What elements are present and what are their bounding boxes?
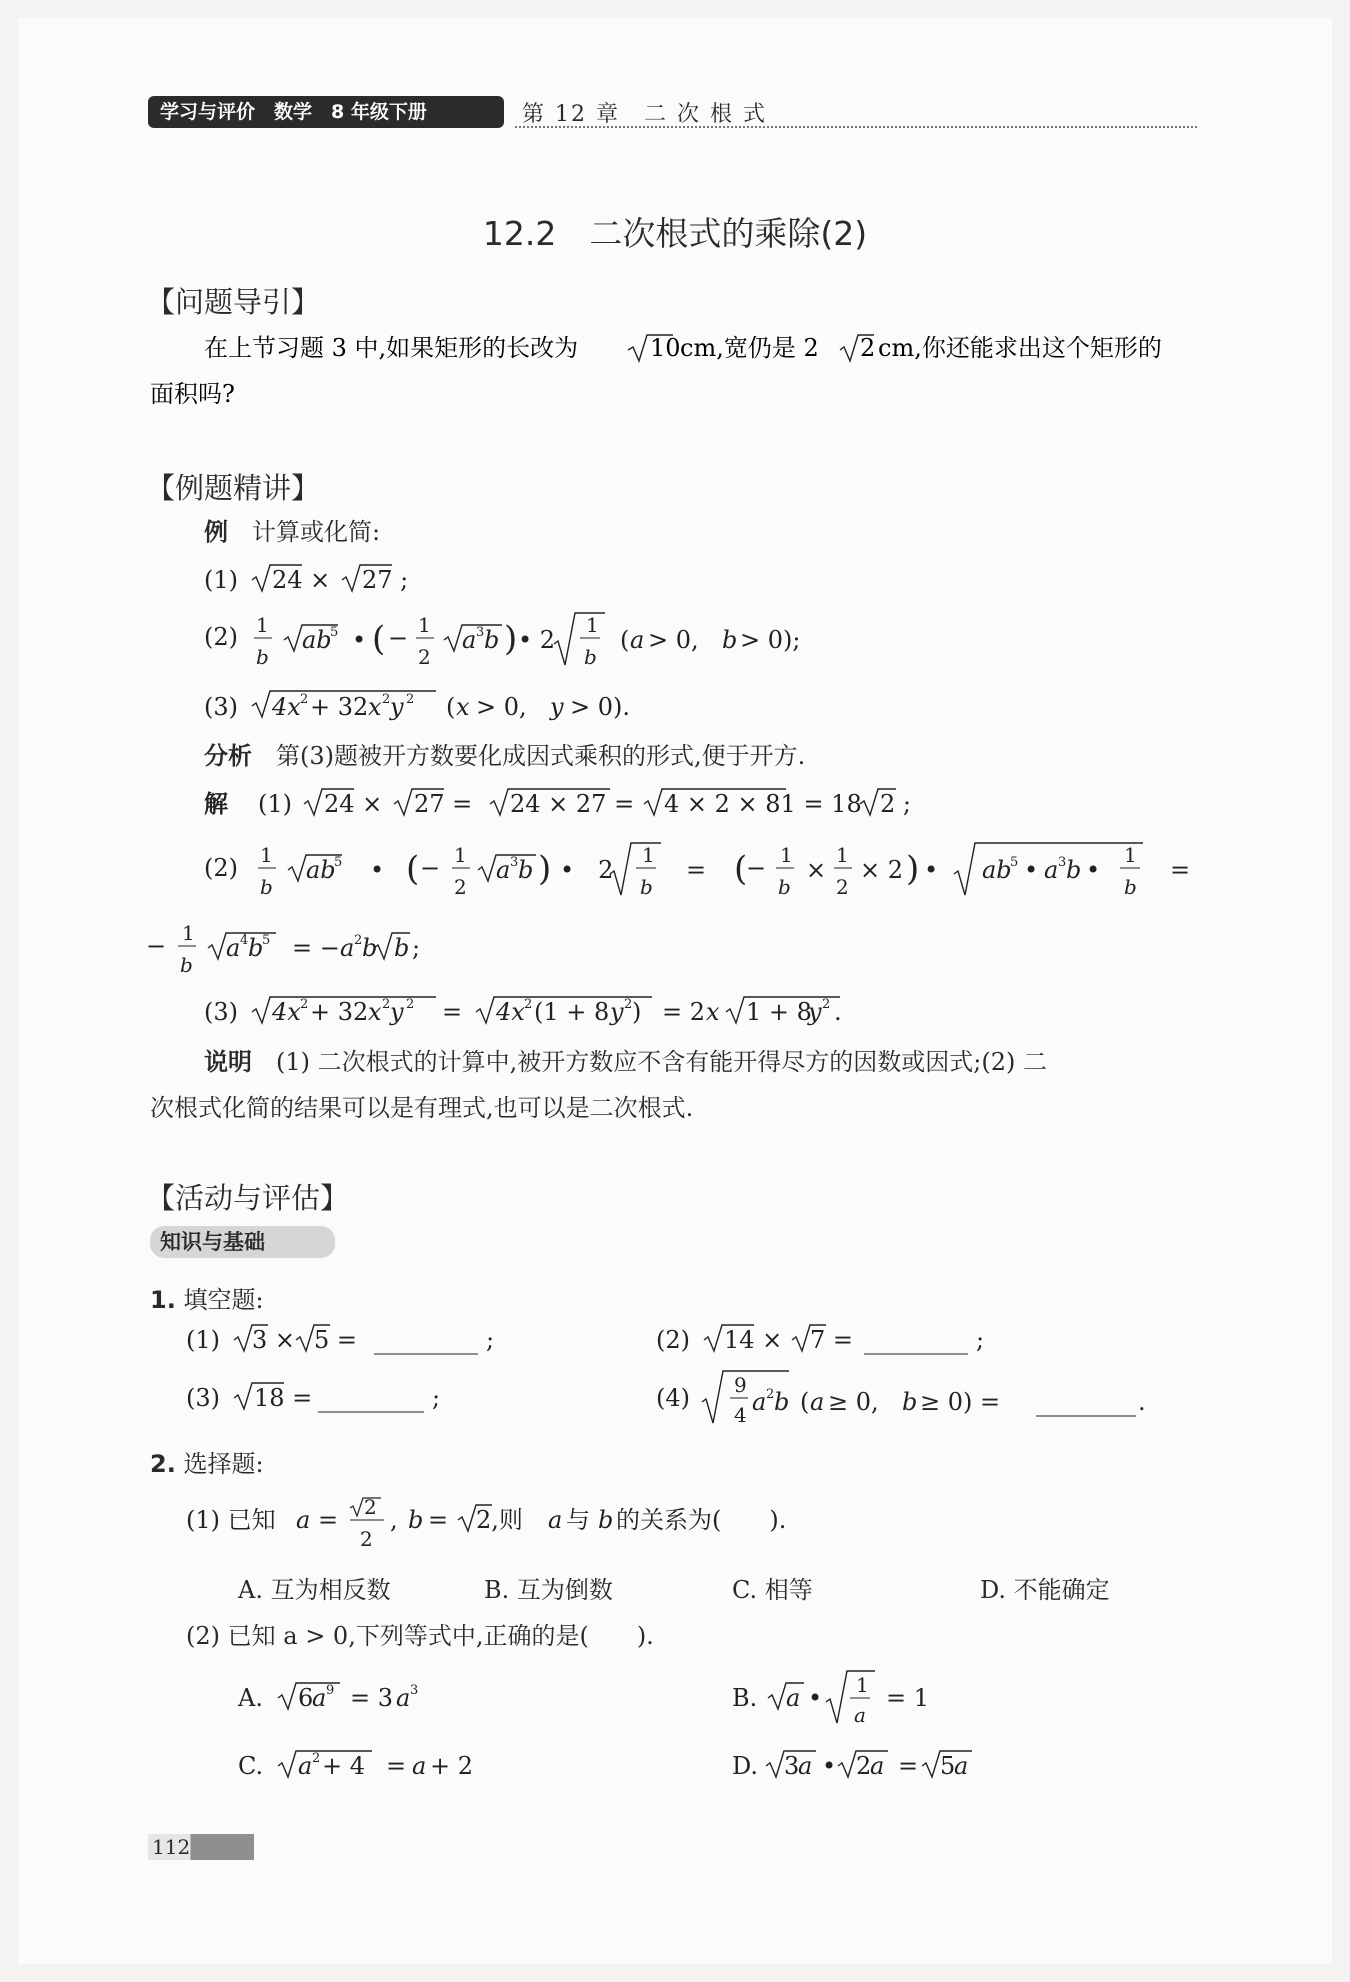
svg-text:b: b <box>248 934 264 962</box>
svg-text:> 0,: > 0, <box>648 626 699 654</box>
svg-text:=: = <box>386 1752 407 1780</box>
svg-text:1 + 8: 1 + 8 <box>746 998 812 1026</box>
svg-text:3: 3 <box>510 855 519 870</box>
svg-text:= −: = − <box>292 934 340 962</box>
svg-text:与: 与 <box>566 1506 590 1534</box>
svg-text:2: 2 <box>454 875 467 899</box>
svg-text:a: a <box>752 1388 767 1416</box>
svg-text:=: = <box>686 856 707 884</box>
svg-text:(2): (2) <box>204 854 238 882</box>
svg-text:≥ 0) =: ≥ 0) = <box>920 1388 1001 1416</box>
svg-text:b: b <box>408 1506 424 1534</box>
note-line1: (1) 二次根式的计算中,被开方数应不含有能开得尽方的因数或因式;(2) 二 <box>276 1048 1047 1076</box>
svg-text:a: a <box>954 1752 969 1780</box>
svg-text:ab: ab <box>302 626 332 654</box>
example-heading: 【例题精讲】 <box>146 471 321 505</box>
svg-text:×: × <box>806 856 827 884</box>
svg-text:): ) <box>504 619 518 659</box>
svg-text:= 1: = 1 <box>886 1684 930 1712</box>
svg-text:a: a <box>870 1752 885 1780</box>
svg-text:(2): (2) <box>656 1326 690 1354</box>
svg-text:2: 2 <box>766 1387 775 1402</box>
svg-text:b: b <box>362 934 378 962</box>
svg-text:• 2: • 2 <box>518 626 556 654</box>
svg-text:6: 6 <box>298 1684 314 1712</box>
svg-text:b: b <box>260 875 273 899</box>
svg-text:.: . <box>1138 1388 1146 1416</box>
svg-text:3: 3 <box>1058 855 1067 870</box>
svg-text:2 ;: 2 ; <box>880 790 911 818</box>
svg-text:7 =: 7 = <box>810 1326 854 1354</box>
svg-text:+ 32: + 32 <box>310 998 369 1026</box>
svg-text:2: 2 <box>836 875 849 899</box>
svg-text:1: 1 <box>260 843 273 867</box>
svg-text:5: 5 <box>330 625 339 640</box>
q2-1-option-b: B. 互为倒数 <box>484 1576 613 1604</box>
svg-text:(: ( <box>372 619 386 659</box>
svg-text:18 =: 18 = <box>254 1384 313 1412</box>
svg-text:a: a <box>340 934 355 962</box>
q2-2-text: (2) 已知 a > 0,下列等式中,正确的是( ). <box>186 1622 654 1650</box>
svg-text:a: a <box>298 1752 313 1780</box>
guide-radicand-2: 2 <box>860 334 876 362</box>
svg-text:a: a <box>1044 856 1059 884</box>
page-number-bar <box>148 1834 254 1860</box>
activity-heading: 【活动与评估】 <box>146 1181 350 1215</box>
svg-text:;: ; <box>432 1384 441 1412</box>
svg-text:(: ( <box>406 849 420 889</box>
svg-text:2: 2 <box>312 1751 321 1766</box>
svg-text:−: − <box>146 932 167 960</box>
svg-text:a: a <box>548 1506 563 1534</box>
svg-text:b: b <box>640 875 653 899</box>
svg-text:(1): (1) <box>258 790 292 818</box>
svg-text:x: x <box>368 998 382 1026</box>
svg-text:1: 1 <box>1124 843 1137 867</box>
svg-text:> 0);: > 0); <box>740 626 801 654</box>
svg-text:3: 3 <box>784 1752 800 1780</box>
svg-text:4 × 2 × 81 = 18: 4 × 2 × 81 = 18 <box>664 790 862 818</box>
svg-text:a: a <box>226 934 241 962</box>
svg-text:+ 4: + 4 <box>322 1752 366 1780</box>
svg-text:2: 2 <box>406 997 415 1012</box>
svg-text:1: 1 <box>642 843 655 867</box>
svg-text:;: ; <box>976 1326 985 1354</box>
svg-text:;: ; <box>486 1326 495 1354</box>
svg-text:b: b <box>722 626 738 654</box>
q2-1-option-d: D. 不能确定 <box>980 1576 1110 1604</box>
svg-text:(1): (1) <box>186 1326 220 1354</box>
svg-text:−: − <box>388 624 409 652</box>
svg-text:a: a <box>412 1752 427 1780</box>
svg-text:a: a <box>798 1752 813 1780</box>
svg-text:+ 32: + 32 <box>310 693 369 721</box>
svg-text:=: = <box>318 1506 339 1534</box>
svg-text:•: • <box>1086 856 1101 884</box>
svg-text:x: x <box>456 693 470 721</box>
svg-text:2: 2 <box>406 692 415 707</box>
svg-text:−: − <box>746 854 767 882</box>
svg-text:1: 1 <box>586 613 599 637</box>
svg-text:5 =: 5 = <box>314 1326 358 1354</box>
svg-text:b: b <box>1066 856 1082 884</box>
svg-text:a: a <box>810 1388 825 1416</box>
guide-line2: 面积吗? <box>150 380 235 408</box>
svg-text:y: y <box>808 998 822 1026</box>
svg-text:2: 2 <box>418 645 431 669</box>
svg-text:2: 2 <box>354 933 363 948</box>
svg-text:1: 1 <box>836 843 849 867</box>
svg-text:•: • <box>924 856 939 884</box>
svg-text:B.: B. <box>732 1684 758 1712</box>
svg-text:b: b <box>902 1388 918 1416</box>
svg-text:.: . <box>834 998 842 1026</box>
svg-text:9: 9 <box>734 1373 747 1397</box>
svg-text:a: a <box>462 626 477 654</box>
svg-text:2: 2 <box>300 692 309 707</box>
svg-text:• 2: • 2 <box>560 856 614 884</box>
svg-text:b: b <box>518 856 534 884</box>
svg-text:2: 2 <box>300 997 309 1012</box>
guide-line1-b: cm,宽仍是 2 <box>680 334 819 362</box>
svg-text:(: ( <box>620 626 630 654</box>
svg-text:4x: 4x <box>496 998 525 1026</box>
guide-line1-a: 在上节习题 3 中,如果矩形的长改为 <box>204 334 579 362</box>
q1-number: 1. <box>150 1286 176 1314</box>
q2-1-option-a: A. 互为相反数 <box>238 1576 391 1604</box>
svg-text:•: • <box>352 626 367 654</box>
section-title: 12.2 二次根式的乘除(2) <box>482 214 868 253</box>
analysis-label: 分析 <box>204 742 252 770</box>
svg-text:(3): (3) <box>204 998 238 1026</box>
svg-text:b: b <box>1124 875 1137 899</box>
svg-text:的关系为( ).: 的关系为( ). <box>616 1506 787 1534</box>
example-prompt: 计算或化简: <box>252 518 381 546</box>
q2-number: 2. <box>150 1450 176 1478</box>
svg-text:2: 2 <box>382 692 391 707</box>
svg-text:14 ×: 14 × <box>724 1326 783 1354</box>
svg-text:;: ; <box>412 934 421 962</box>
svg-text:b: b <box>484 626 500 654</box>
guide-line1-c: cm,你还能求出这个矩形的 <box>878 334 1162 362</box>
svg-text:y: y <box>390 693 404 721</box>
svg-text:a: a <box>496 856 511 884</box>
svg-text:b: b <box>778 875 791 899</box>
svg-text:•: • <box>370 856 385 884</box>
svg-text:3: 3 <box>410 1683 419 1698</box>
svg-text:=: = <box>1170 856 1191 884</box>
svg-text:1: 1 <box>454 843 467 867</box>
q2-1-option-c: C. 相等 <box>732 1576 813 1604</box>
svg-text:2: 2 <box>364 1495 377 1519</box>
q1-text: 填空题: <box>183 1286 264 1314</box>
svg-text:5: 5 <box>262 933 271 948</box>
svg-text:a: a <box>296 1506 311 1534</box>
svg-text:× 2: × 2 <box>860 856 904 884</box>
svg-text:(1): (1) <box>204 566 238 594</box>
svg-text:ab: ab <box>982 856 1012 884</box>
svg-text:(3): (3) <box>186 1384 220 1412</box>
svg-text:b: b <box>598 1506 614 1534</box>
svg-text:2: 2 <box>856 1752 872 1780</box>
svg-text:b: b <box>180 953 193 977</box>
guide-heading: 【问题导引】 <box>146 285 321 319</box>
svg-text:C.: C. <box>238 1752 264 1780</box>
svg-text:5: 5 <box>940 1752 956 1780</box>
svg-text:1: 1 <box>856 1673 869 1697</box>
svg-text:•: • <box>822 1752 837 1780</box>
solution-label: 解 <box>204 790 228 818</box>
svg-text:ab: ab <box>306 856 336 884</box>
svg-text:=: = <box>428 1506 449 1534</box>
note-label: 说明 <box>204 1048 252 1076</box>
svg-text:y: y <box>610 998 624 1026</box>
svg-text:b: b <box>774 1388 790 1416</box>
book-tag: 学习与评价 数学 8 年级下册 <box>148 96 504 128</box>
svg-text:=: = <box>442 998 463 1026</box>
svg-text:2,则: 2,则 <box>476 1506 523 1534</box>
svg-text:9: 9 <box>326 1683 335 1698</box>
svg-text:4: 4 <box>734 1403 747 1427</box>
svg-text:1: 1 <box>256 613 269 637</box>
svg-text:5: 5 <box>1010 855 1019 870</box>
svg-text:2: 2 <box>382 997 391 1012</box>
guide-radicand-1: 10 <box>650 334 681 362</box>
solution-formulas <box>0 770 1350 1070</box>
svg-text:3: 3 <box>476 625 485 640</box>
svg-text:24 ×: 24 × <box>272 566 331 594</box>
svg-text:a: a <box>786 1684 801 1712</box>
svg-text:24 × 27 =: 24 × 27 = <box>510 790 635 818</box>
q2-text: 选择题: <box>183 1450 264 1478</box>
svg-text:A.: A. <box>238 1684 263 1712</box>
svg-text:5: 5 <box>334 855 343 870</box>
svg-text:b: b <box>584 645 597 669</box>
svg-text:> 0).: > 0). <box>570 693 630 721</box>
svg-text:27 =: 27 = <box>414 790 473 818</box>
svg-text:,: , <box>390 1506 398 1534</box>
svg-text:2: 2 <box>624 997 633 1012</box>
svg-text:2: 2 <box>360 1527 373 1551</box>
svg-text:2: 2 <box>524 997 533 1012</box>
svg-text:(2): (2) <box>204 623 238 651</box>
svg-text:3 ×: 3 × <box>252 1326 296 1354</box>
svg-text:a: a <box>630 626 645 654</box>
svg-text:(: ( <box>446 693 456 721</box>
svg-text:1: 1 <box>182 921 195 945</box>
svg-text:= 3: = 3 <box>350 1684 394 1712</box>
svg-text:(1 + 8: (1 + 8 <box>534 998 610 1026</box>
svg-text:•: • <box>1024 856 1039 884</box>
svg-text:> 0,: > 0, <box>476 693 527 721</box>
svg-text:x: x <box>368 693 382 721</box>
svg-text:(4): (4) <box>656 1384 690 1412</box>
svg-text:): ) <box>538 849 552 889</box>
analysis-text: 第(3)题被开方数要化成因式乘积的形式,便于开方. <box>276 742 806 770</box>
knowledge-badge: 知识与基础 <box>150 1226 335 1258</box>
svg-text:≥ 0,: ≥ 0, <box>828 1388 879 1416</box>
svg-text:4x: 4x <box>272 693 301 721</box>
svg-text:= 2: = 2 <box>662 998 706 1026</box>
svg-text:(: ( <box>800 1388 810 1416</box>
svg-text:): ) <box>632 998 642 1026</box>
q1-formulas <box>0 1310 1350 1450</box>
svg-text:x: x <box>706 998 720 1026</box>
svg-text:1: 1 <box>418 613 431 637</box>
q2-1-formula <box>0 1486 1350 1576</box>
svg-text:=: = <box>898 1752 919 1780</box>
svg-text:1: 1 <box>780 843 793 867</box>
svg-text:D.: D. <box>732 1752 759 1780</box>
svg-text:2: 2 <box>822 997 831 1012</box>
svg-text:y: y <box>390 998 404 1026</box>
svg-text:24 ×: 24 × <box>324 790 383 818</box>
svg-text:(: ( <box>734 849 748 889</box>
svg-text:•: • <box>808 1684 823 1712</box>
q2-2-options <box>0 1656 1350 1806</box>
note-line2: 次根式化简的结果可以是有理式,也可以是二次根式. <box>150 1094 694 1122</box>
page-number: 112 <box>152 1835 191 1859</box>
svg-text:(1) 已知: (1) 已知 <box>186 1506 276 1534</box>
svg-text:b: b <box>394 934 410 962</box>
svg-text:(3): (3) <box>204 693 238 721</box>
svg-text:y: y <box>550 693 564 721</box>
chapter-title: 第 12 章 二 次 根 式 <box>522 102 767 127</box>
svg-text:27 ;: 27 ; <box>362 566 409 594</box>
svg-text:+ 2: + 2 <box>430 1752 474 1780</box>
svg-text:4: 4 <box>240 933 249 948</box>
example-label: 例 <box>204 518 228 546</box>
svg-text:a: a <box>396 1684 411 1712</box>
svg-text:): ) <box>906 849 920 889</box>
svg-text:a: a <box>312 1684 327 1712</box>
svg-text:4x: 4x <box>272 998 301 1026</box>
svg-text:b: b <box>256 645 269 669</box>
svg-text:−: − <box>420 854 441 882</box>
svg-text:a: a <box>854 1703 866 1727</box>
